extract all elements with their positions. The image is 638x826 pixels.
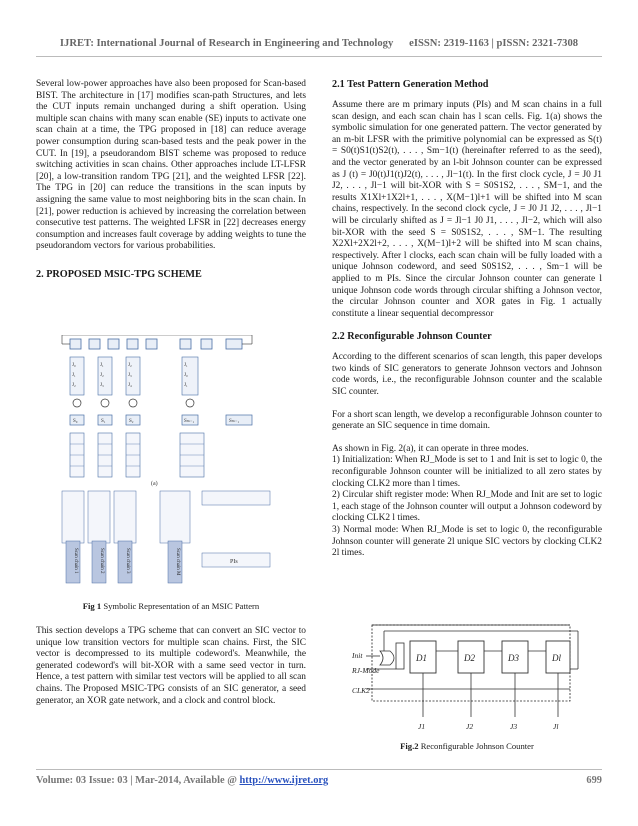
issn: eISSN: 2319-1163 | pISSN: 2321-7308 — [409, 38, 579, 49]
svg-text:S₂: S₂ — [129, 419, 134, 424]
paragraph-2-2c: As shown in Fig. 2(a), it can operate in three modes. — [332, 443, 529, 454]
figure-2-johnson-counter — [352, 621, 584, 735]
svg-text:J₂: J₂ — [72, 383, 76, 388]
svg-text:J₁: J₁ — [184, 363, 188, 368]
page-footer — [36, 775, 602, 786]
journal-title: IJRET: International Journal of Research in Engineering and Technology — [59, 38, 394, 49]
fig1-scan-chain-2: Scan chain 2 — [99, 548, 104, 574]
figure-1-msic-pattern — [56, 335, 286, 585]
fig1-caption-label: Fig 1 — [82, 601, 102, 611]
page-number: 699 — [586, 775, 602, 786]
fig1-caption-text: Symbolic Representation of an MSIC Pattern — [101, 601, 260, 611]
svg-text:J₄: J₄ — [128, 383, 132, 388]
fig1-scan-chain-1: Scan chain 1 — [73, 548, 78, 574]
svg-text:J₃: J₃ — [100, 383, 104, 388]
fig2-caption-label: Fig.2 — [400, 741, 419, 751]
svg-text:S₀: S₀ — [73, 419, 78, 424]
fig1-pis: PIs — [230, 559, 238, 565]
svg-text:J₂: J₂ — [128, 363, 132, 368]
svg-text:Sₘ₋₁: Sₘ₋₁ — [184, 419, 195, 424]
fig1-scan-chain-m: Scan chain M — [175, 548, 180, 576]
heading-2-2: 2.2 Reconfigurable Johnson Counter — [332, 331, 492, 343]
section-heading: 2. PROPOSED MSIC-TPG SCHEME — [36, 268, 202, 280]
header-rule — [36, 56, 602, 57]
page-header — [0, 38, 638, 49]
closing-paragraph: This section develops a TPG scheme that can convert an SIC vector to unique low transition vectors for multiple scan chains. First, the SIC vector is decompressed to its multiple codeword's. Meanwhile, the generated codeword's will bit-XOR with a same seed vector in turn. Hence, a test pattern with similar test vectors will be applied to all scan chains. The Proposed MSIC-TPG consists of an SIC generator, a seed generator, an XOR gate network, and a clock and control block. — [36, 626, 306, 706]
mode-1: 1) Initialization: When RJ_Mode is set to 1 and Init is set to logic 0, the reconfigurable Johnson counter will be initialized to all zero states by clocking CLK2 more than l times. — [332, 455, 602, 489]
svg-text:S₁: S₁ — [101, 419, 106, 424]
svg-text:J₂: J₂ — [100, 373, 104, 378]
svg-text:J₁: J₁ — [100, 363, 104, 368]
fig1-scan-chain-3: Scan chain 3 — [125, 548, 130, 574]
svg-text:Sₘ₋₁: Sₘ₋₁ — [229, 419, 240, 424]
paragraph-2-2b: For a short scan length, we develop a reconfigurable Johnson counter to generate an SIC sequence in time domain. — [332, 409, 602, 432]
svg-text:J₁: J₁ — [72, 373, 76, 378]
mode-3: 3) Normal mode: When RJ_Mode is set to logic 0, the reconfigurable Johnson counter will generate 2l unique SIC vectors by clocking CLK2 2l times. — [332, 525, 602, 559]
fig2-d3: D3 — [508, 653, 519, 663]
fig2-init-label: Init — [352, 651, 363, 660]
svg-text:J₃: J₃ — [128, 373, 132, 378]
left-column — [36, 79, 306, 290]
svg-text:J₀: J₀ — [184, 373, 188, 378]
mode-2: 2) Circular shift register mode: When RJ_Mode and Init are set to logic 1, each stage of the Johnson counter will output a Johnson codeword by clocking CLK2 l times. — [332, 490, 602, 524]
intro-paragraph: Several low-power approaches have also been proposed for Scan-based BIST. The architecture in [17] modifies scan-path Structures, and lets the CUT inputs remain unchanged during a shift operation. Using multiple scan chains with many scan enable (SE) inputs to activate one scan chain at a time, the TPG proposed in [18] can reduce average power consumption during scan-based tests and the peak power in the CUT. In [19], a pseudorandom BIST scheme was proposed to reduce switching activities in scan chains. Other approaches include LT-LFSR [20], a low-transition random TPG [21], and the weighted LFSR [22]. The TPG in [20] can reduce the transitions in the scan inputs by assigning the same value to most neighboring bits in the scan chain. In [21], power reduction is achieved by increasing the correlation between consecutive test patterns. The weighted LFSR in [22] decreases energy consumption and increases fault coverage by adding weights to tune the pseudorandom vectors for various probabilities. — [36, 79, 306, 252]
fig2-j2: J2 — [466, 722, 474, 731]
footer-link[interactable]: http://www.ijret.org — [239, 775, 329, 786]
fig2-d2: D2 — [464, 653, 475, 663]
figure-1-caption — [36, 601, 306, 611]
paragraph-2-2a: According to the different scenarios of scan length, this paper develops two kinds of SIC generators to generate Johnson vectors and Johnson code words, i.e., the reconfigurable Johnson counter and the scalable SIC counter. — [332, 352, 602, 398]
fig2-j1: J1 — [418, 722, 426, 731]
fig2-dl: Dl — [552, 653, 561, 663]
fig2-jl: Jl — [553, 722, 559, 731]
right-column — [332, 79, 602, 560]
figure-2-caption — [332, 741, 602, 751]
fig2-rjmode-label: RJ-Mode — [352, 666, 380, 675]
fig2-j3: J3 — [510, 722, 518, 731]
paragraph-2-1: Assume there are m primary inputs (PIs) and M scan chains in a full scan design, and each scan chain has l scan cells. Fig. 1(a) shows the symbolic simulation for one generated pattern. The vector generated by an m-bit LFSR with the primitive polynomial can be expressed as S(t) = S0(t)S1(t)S2(t), . . . , Sm−1(t) (hereinafter referred to as the seed), and the vector generated by an l-bit Johnson counter can be expressed as J (t) = J0(t)J1(t)J2(t), . . . , Jl−1(t). In the first clock cycle, J = J0 J1 J2, . . . , Jl−1 will bit-XOR with S = S0S1S2, . . . , SM−1, and the results X1Xl+1X2l+1, . . . , X(M−1)l+1 will be shifted into M scan chains, respectively. In the second clock cycle, J = J0 J1 J2, . . . , Jl−1 will be circularly shifted as J = Jl−1 J0 J1, . . . , Jl−2, which will also bit-XOR with the seed S = S0S1S2, . . . , SM−1. The resulting X2Xl+2X2l+2, . . . , X(M−1)l+2 will be shifted into M scan chains, respectively. After l clocks, each scan chain will be fully loaded with a unique Johnson codeword, and seed S0S1S2, . . . , Sm−1 will be applied to m PIs. Since the circular Johnson counter can generate l unique Johnson code words through circular shifting a Johnson vector, the circular Johnson counter and XOR gates in Fig. 1 actually constitute a linear sequential decompressor — [332, 100, 602, 319]
fig1-tag: (a) — [151, 481, 158, 487]
footer-volume: Volume: 03 Issue: 03 | Mar-2014, Available @ http://www.ijret.org — [36, 775, 329, 786]
fig2-clk2-label: CLK2 — [352, 686, 370, 695]
heading-2-1: 2.1 Test Pattern Generation Method — [332, 79, 489, 90]
fig2-caption-text: Reconfigurable Johnson Counter — [418, 741, 534, 751]
fig2-d1: D1 — [416, 653, 427, 663]
svg-text:J₁: J₁ — [184, 383, 188, 388]
svg-text:J₀: J₀ — [72, 363, 76, 368]
footer-rule — [36, 769, 602, 770]
